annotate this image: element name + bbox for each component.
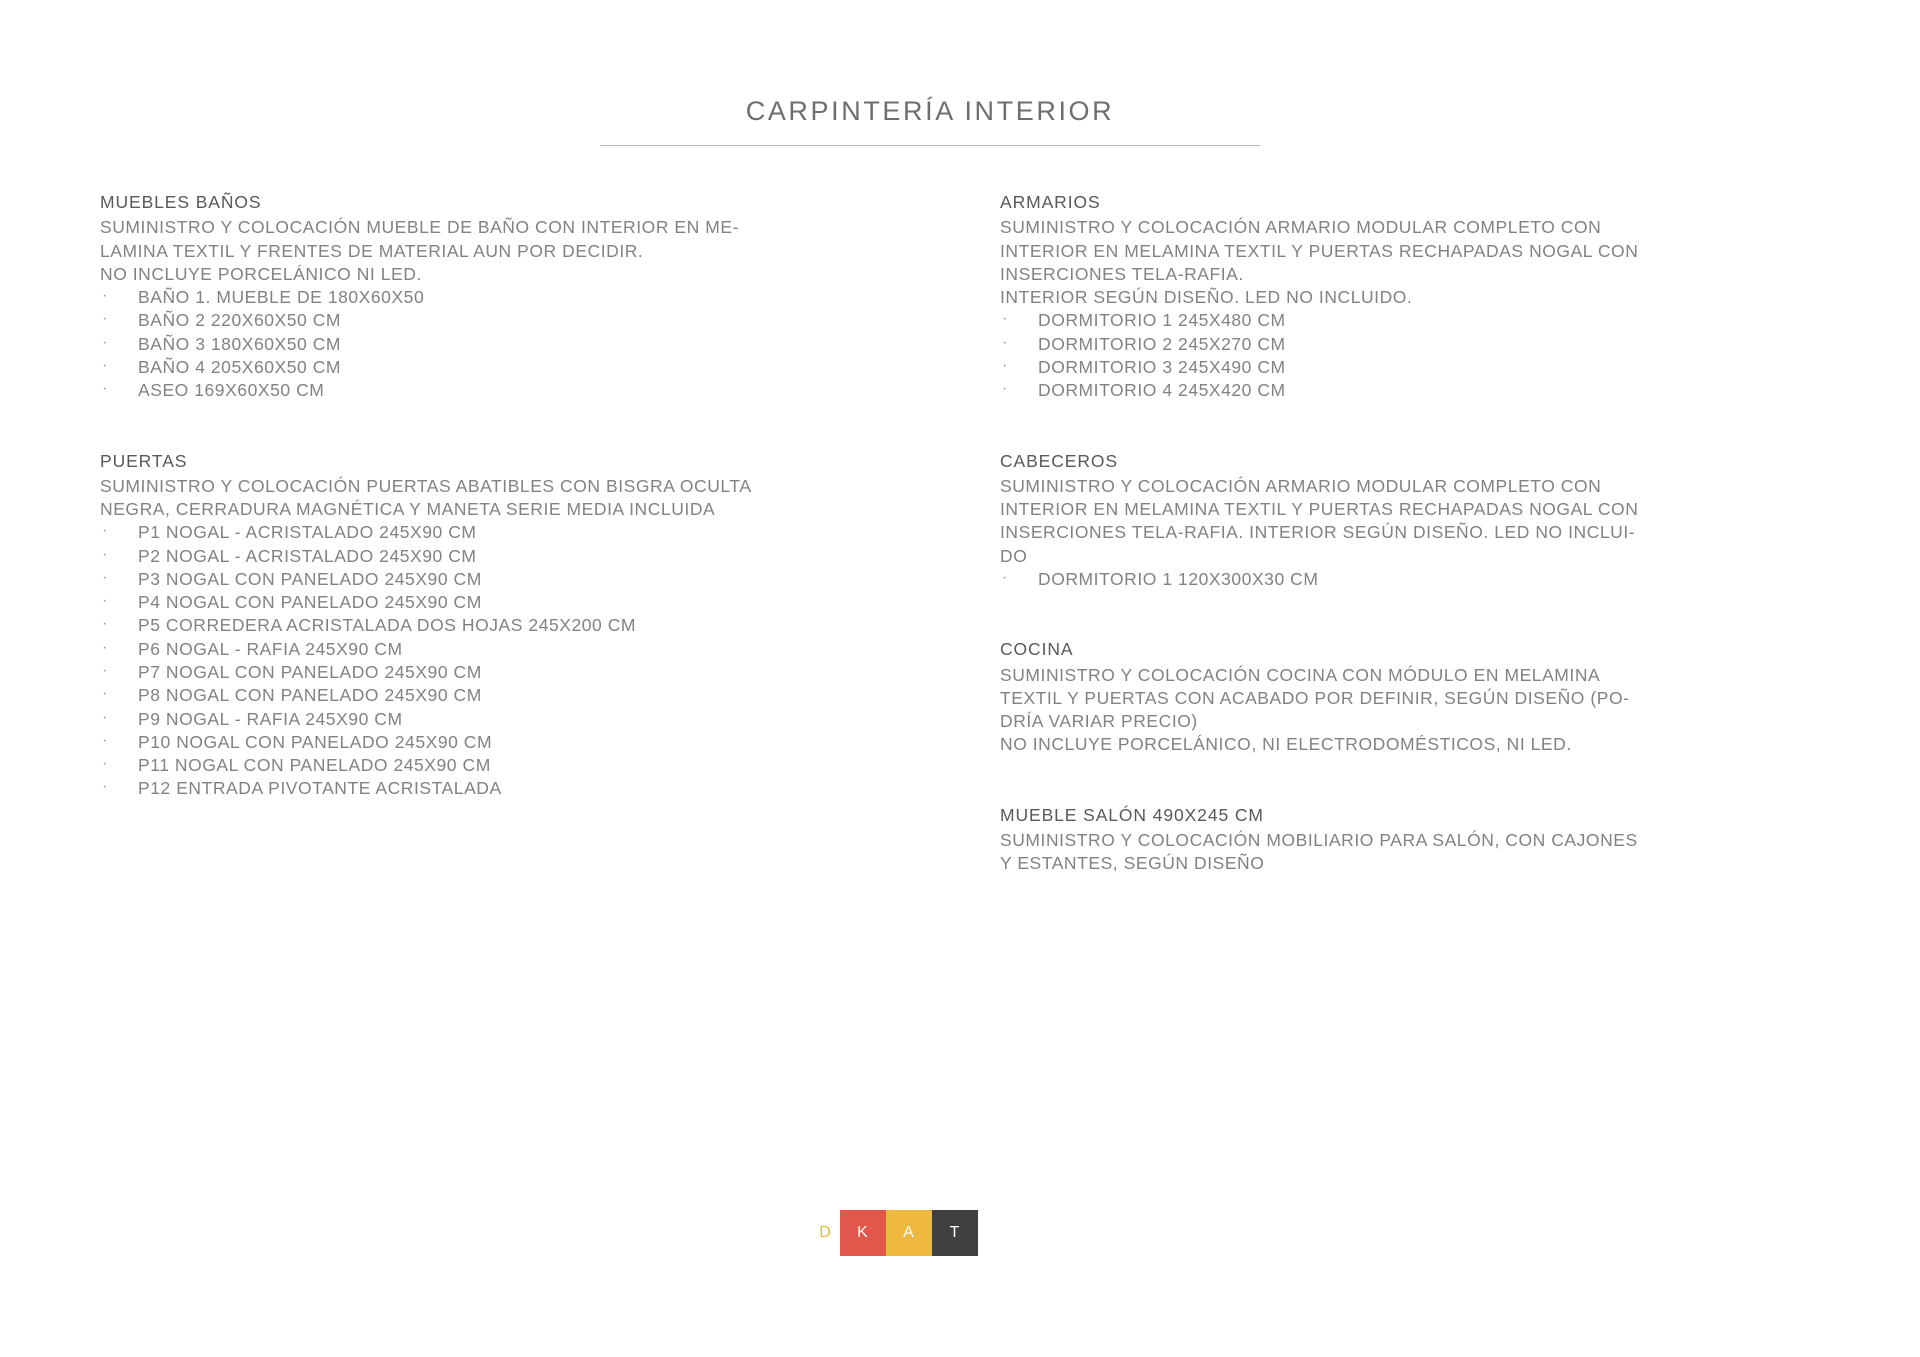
bullet-icon: · bbox=[1002, 333, 1008, 351]
section-armarios bbox=[1000, 190, 1830, 403]
list-item-label: BAÑO 2 220X60X50 CM bbox=[138, 310, 342, 331]
bullet-icon: · bbox=[102, 638, 108, 656]
section-heading: MUEBLE SALÓN 490X245 CM bbox=[1000, 804, 1264, 825]
description-line: INTERIOR SEGÚN DISEÑO. LED NO INCLUIDO. bbox=[1000, 287, 1413, 308]
bullet-icon: · bbox=[102, 522, 108, 540]
section-description bbox=[1000, 475, 1830, 568]
list-item-label: DORMITORIO 1 245X480 CM bbox=[1038, 310, 1286, 331]
list-item bbox=[100, 591, 950, 614]
bullet-icon: · bbox=[102, 287, 108, 305]
section-spacer bbox=[1000, 403, 1830, 449]
bullet-icon: · bbox=[102, 310, 108, 328]
list-item bbox=[100, 356, 950, 379]
list-item-label: P7 NOGAL CON PANELADO 245X90 CM bbox=[138, 662, 482, 682]
section-spacer bbox=[1000, 591, 1830, 637]
list-item-label: P3 NOGAL CON PANELADO 245X90 CM bbox=[138, 568, 482, 589]
list-item bbox=[100, 521, 950, 544]
section-spacer bbox=[1000, 757, 1830, 803]
description-line: INTERIOR EN MELAMINA TEXTIL Y PUERTAS RECHAPADAS NOGAL CON bbox=[1000, 499, 1639, 520]
list-item bbox=[100, 614, 950, 637]
logo-letter-k: K bbox=[840, 1210, 886, 1256]
description-line: TEXTIL Y PUERTAS CON ACABADO POR DEFINIR, SEGÚN DISEÑO (PO- bbox=[1000, 687, 1630, 708]
bullet-icon: · bbox=[102, 545, 108, 563]
logo-letter-t: T bbox=[932, 1210, 978, 1256]
list-item-label: P4 NOGAL CON PANELADO 245X90 CM bbox=[138, 592, 482, 613]
description-line: Y ESTANTES, SEGÚN DISEÑO bbox=[1000, 853, 1265, 874]
section-spacer bbox=[100, 403, 950, 449]
description-line: INSERCIONES TELA-RAFIA. INTERIOR SEGÚN DISEÑO. LED NO INCLUI- bbox=[1000, 522, 1636, 543]
list-item bbox=[100, 309, 950, 332]
list-item-label: BAÑO 1. MUEBLE DE 180X60X50 bbox=[138, 287, 425, 308]
section-heading: COCINA bbox=[1000, 639, 1074, 660]
list-item-label: P5 CORREDERA ACRISTALADA DOS HOJAS 245X200 CM bbox=[138, 615, 637, 636]
list-item-label: P11 NOGAL CON PANELADO 245X90 CM bbox=[138, 755, 491, 776]
list-item-label: P8 NOGAL CON PANELADO 245X90 CM bbox=[138, 685, 482, 706]
list-item-label: DORMITORIO 4 245X420 CM bbox=[1038, 380, 1286, 401]
bullet-icon: · bbox=[102, 592, 108, 610]
list-item-label: DORMITORIO 1 120X300X30 CM bbox=[1038, 568, 1319, 589]
description-line: SUMINISTRO Y COLOCACIÓN ARMARIO MODULAR COMPLETO CON bbox=[1000, 217, 1602, 238]
logo-letter-a: A bbox=[886, 1210, 932, 1256]
list-item bbox=[1000, 568, 1830, 591]
list-item bbox=[1000, 356, 1830, 379]
section-muebles-banos bbox=[100, 190, 950, 403]
description-line: SUMINISTRO Y COLOCACIÓN COCINA CON MÓDULO EN MELAMINA bbox=[1000, 664, 1601, 685]
bullet-icon: · bbox=[102, 755, 108, 773]
footer-logo bbox=[810, 1210, 978, 1256]
section-item-list bbox=[1000, 568, 1830, 591]
list-item bbox=[1000, 379, 1830, 402]
section-description bbox=[1000, 829, 1830, 876]
bullet-icon: · bbox=[102, 356, 108, 374]
page-title: CARPINTERÍA INTERIOR bbox=[745, 96, 1115, 126]
section-item-list bbox=[100, 521, 950, 800]
section-heading: ARMARIOS bbox=[1000, 192, 1101, 212]
section-heading: CABECEROS bbox=[1000, 450, 1118, 471]
list-item-label: ASEO 169X60X50 CM bbox=[138, 380, 325, 401]
bullet-icon: · bbox=[102, 333, 108, 351]
list-item-label: BAÑO 3 180X60X50 CM bbox=[138, 333, 342, 354]
list-item bbox=[100, 754, 950, 777]
section-cabeceros bbox=[1000, 449, 1830, 592]
list-item-label: BAÑO 4 205X60X50 CM bbox=[138, 356, 342, 377]
list-item-label: P1 NOGAL - ACRISTALADO 245X90 CM bbox=[138, 522, 477, 543]
bullet-icon: · bbox=[102, 708, 108, 726]
list-item bbox=[100, 708, 950, 731]
bullet-icon: · bbox=[102, 380, 108, 398]
bullet-icon: · bbox=[1002, 380, 1008, 398]
bullet-icon: · bbox=[102, 685, 108, 703]
list-item bbox=[100, 638, 950, 661]
left-column bbox=[100, 190, 950, 801]
section-cocina bbox=[1000, 637, 1830, 756]
section-description bbox=[1000, 216, 1830, 309]
section-heading: MUEBLES BAÑOS bbox=[100, 192, 262, 212]
section-description bbox=[100, 216, 950, 286]
bullet-icon: · bbox=[102, 662, 108, 679]
section-description bbox=[100, 475, 950, 522]
list-item-label: P10 NOGAL CON PANELADO 245X90 CM bbox=[138, 731, 493, 752]
description-line: SUMINISTRO Y COLOCACIÓN MUEBLE DE BAÑO CON INTERIOR EN ME- bbox=[100, 217, 739, 238]
description-line: SUMINISTRO Y COLOCACIÓN MOBILIARIO PARA SALÓN, CON CAJONES bbox=[1000, 830, 1638, 851]
list-item bbox=[1000, 333, 1830, 356]
description-line: LAMINA TEXTIL Y FRENTES DE MATERIAL AUN POR DECIDIR. bbox=[100, 240, 644, 261]
list-item-label: P12 ENTRADA PIVOTANTE ACRISTALADA bbox=[138, 778, 502, 799]
bullet-icon: · bbox=[102, 615, 108, 633]
list-item-label: P6 NOGAL - RAFIA 245X90 CM bbox=[138, 638, 403, 659]
section-item-list bbox=[100, 286, 950, 402]
bullet-icon: · bbox=[102, 568, 108, 586]
right-column bbox=[1000, 190, 1830, 876]
document-title-block bbox=[600, 95, 1260, 146]
description-line: INSERCIONES TELA-RAFIA. bbox=[1000, 263, 1244, 284]
list-item bbox=[100, 333, 950, 356]
list-item bbox=[100, 568, 950, 591]
list-item bbox=[100, 379, 950, 402]
description-line: INTERIOR EN MELAMINA TEXTIL Y PUERTAS RECHAPADAS NOGAL CON bbox=[1000, 240, 1639, 261]
bullet-icon: · bbox=[102, 778, 108, 796]
bullet-icon: · bbox=[1002, 356, 1008, 374]
list-item bbox=[100, 286, 950, 309]
description-line: SUMINISTRO Y COLOCACIÓN ARMARIO MODULAR COMPLETO CON bbox=[1000, 475, 1602, 496]
list-item bbox=[100, 684, 950, 707]
list-item-label: DORMITORIO 2 245X270 CM bbox=[1038, 333, 1286, 354]
list-item bbox=[100, 777, 950, 800]
list-item bbox=[100, 661, 950, 684]
bullet-icon: · bbox=[1002, 568, 1008, 586]
title-divider bbox=[600, 145, 1260, 146]
description-line: NO INCLUYE PORCELÁNICO NI LED. bbox=[100, 263, 422, 284]
section-item-list bbox=[1000, 309, 1830, 402]
list-item bbox=[1000, 309, 1830, 332]
section-mueble-salon bbox=[1000, 803, 1830, 876]
description-line: SUMINISTRO Y COLOCACIÓN PUERTAS ABATIBLES CON BISGRA OCULTA bbox=[100, 475, 752, 496]
list-item bbox=[100, 545, 950, 568]
list-item bbox=[100, 731, 950, 754]
section-puertas bbox=[100, 449, 950, 801]
description-line: NEGRA, CERRADURA MAGNÉTICA Y MANETA SERIE MEDIA INCLUIDA bbox=[100, 499, 716, 520]
description-line: DRÍA VARIAR PRECIO) bbox=[1000, 711, 1198, 732]
list-item-label: P9 NOGAL - RAFIA 245X90 CM bbox=[138, 708, 403, 729]
list-item-label: DORMITORIO 3 245X490 CM bbox=[1038, 356, 1286, 377]
bullet-icon: · bbox=[102, 731, 108, 749]
description-line: NO INCLUYE PORCELÁNICO, NI ELECTRODOMÉSTICOS, NI LED. bbox=[1000, 734, 1572, 755]
bullet-icon: · bbox=[1002, 310, 1008, 328]
section-heading: PUERTAS bbox=[100, 450, 188, 471]
list-item-label: P2 NOGAL - ACRISTALADO 245X90 CM bbox=[138, 545, 477, 566]
description-line: DO bbox=[1000, 545, 1028, 566]
section-description bbox=[1000, 664, 1830, 757]
logo-letter-d: D bbox=[819, 1224, 831, 1241]
